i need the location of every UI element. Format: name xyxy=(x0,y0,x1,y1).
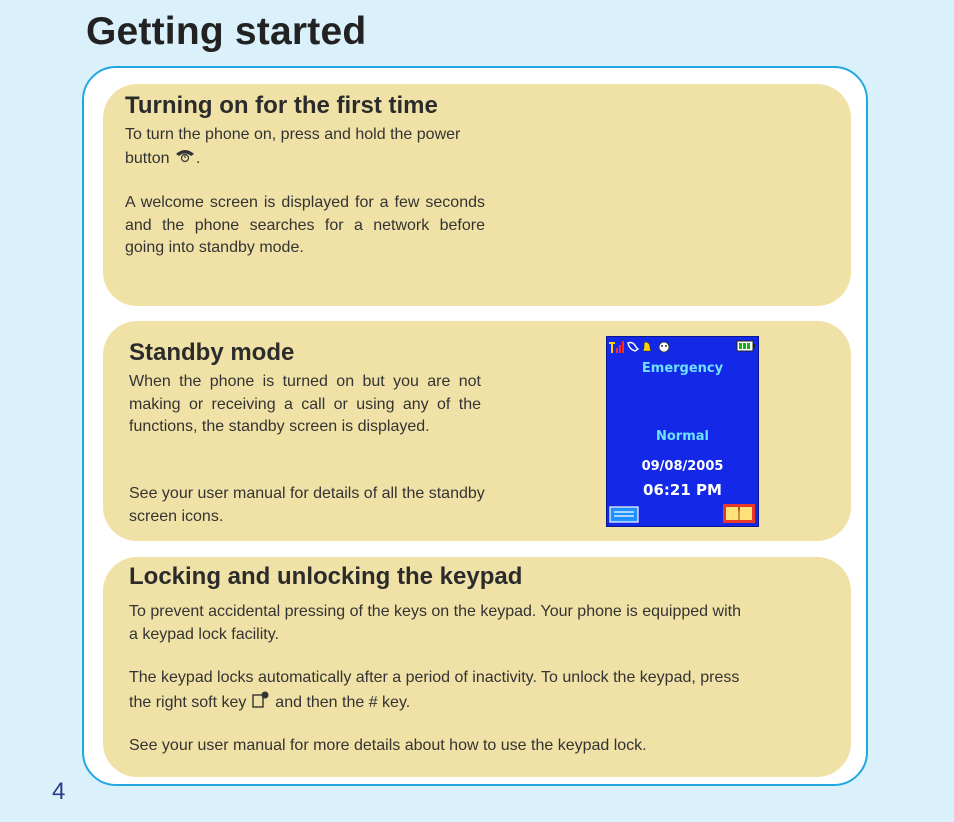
paragraph-text: and then the # key. xyxy=(275,693,411,711)
section-title: Turning on for the first time xyxy=(125,92,438,119)
section-keypad-lock xyxy=(103,557,851,777)
paragraph-text: The keypad locks automatically after a period of inactivity. To unlock the keypad, press the right soft key xyxy=(129,669,740,711)
menu-icon xyxy=(609,504,641,524)
standby-screen-image xyxy=(606,336,759,527)
page-title: Getting started xyxy=(86,10,367,53)
status-icons xyxy=(609,339,679,355)
section-title: Locking and unlocking the keypad xyxy=(129,563,523,590)
phonebook-icon xyxy=(722,502,756,524)
section-turning-on xyxy=(103,84,851,306)
section-paragraph: A welcome screen is displayed for a few seconds and the phone searches for a network before going into standby mode. xyxy=(125,194,485,256)
power-button-icon xyxy=(174,147,196,171)
profile-icon xyxy=(659,342,669,352)
call-divert-icon xyxy=(628,343,638,352)
profile-label: Normal xyxy=(656,429,709,444)
time-label: 06:21 PM xyxy=(643,481,722,499)
section-paragraph: To prevent accidental pressing of the keys on the keypad. Your phone is equipped with a keypad lock facility. xyxy=(129,603,741,643)
date-label: 09/08/2005 xyxy=(641,459,724,474)
page-number: 4 xyxy=(52,778,66,805)
signal-strength-icon xyxy=(609,341,624,353)
alarm-icon xyxy=(643,342,651,351)
operator-label: Emergency xyxy=(641,361,724,376)
section-title: Standby mode xyxy=(129,339,295,366)
section-paragraph: See your user manual for more details about how to use the keypad lock. xyxy=(129,737,647,754)
right-soft-key-icon xyxy=(251,690,271,716)
battery-icon xyxy=(736,340,756,352)
paragraph-text: . xyxy=(195,149,201,167)
paragraph-text: To turn the phone on, press and hold the power button xyxy=(125,126,461,167)
section-paragraph: See your user manual for details of all the standby screen icons. xyxy=(129,485,485,525)
section-paragraph xyxy=(129,667,749,715)
section-paragraph: When the phone is turned on but you are not making or receiving a call or using any of the functions, the standby screen is displayed. xyxy=(129,373,481,435)
section-paragraph xyxy=(125,124,485,170)
